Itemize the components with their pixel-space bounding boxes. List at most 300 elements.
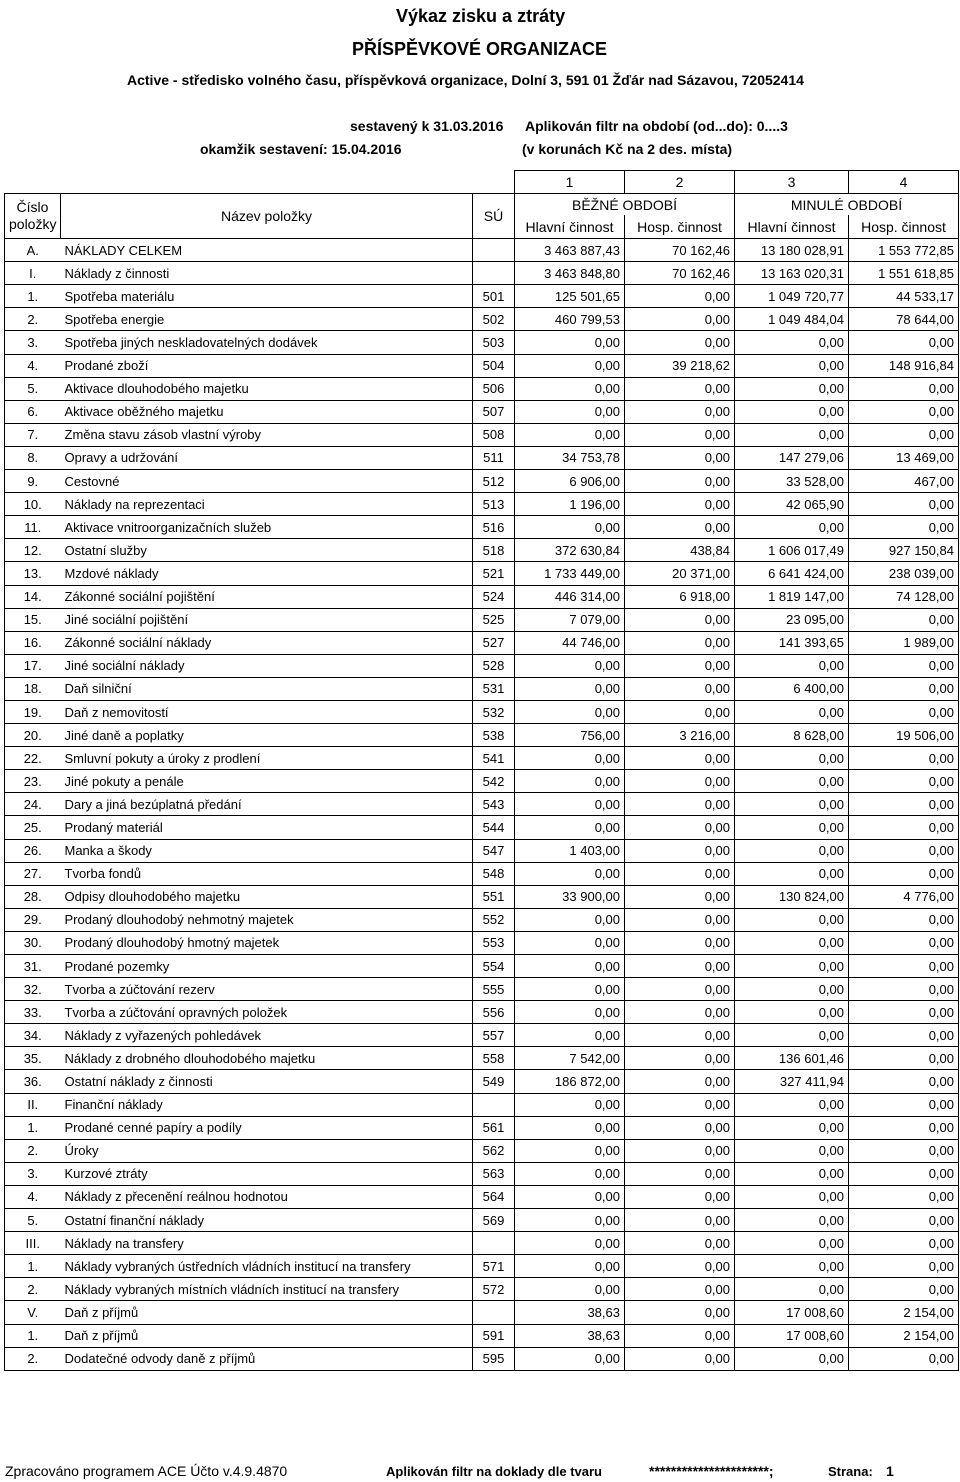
table-row — [5, 608, 959, 631]
row-number: 2. — [5, 1139, 61, 1162]
row-number: V. — [5, 1301, 61, 1324]
row-current-main: 0,00 — [515, 955, 625, 978]
row-previous-main: 17 008,60 — [735, 1301, 849, 1324]
row-name: Jiné sociální pojištění — [61, 608, 473, 631]
row-number: 30. — [5, 931, 61, 954]
row-previous-main: 8 628,00 — [735, 724, 849, 747]
row-su: 556 — [473, 1001, 515, 1024]
row-current-economic: 0,00 — [625, 677, 735, 700]
row-name: Prodaný materiál — [61, 816, 473, 839]
row-previous-economic: 4 776,00 — [849, 885, 959, 908]
row-previous-main: 23 095,00 — [735, 608, 849, 631]
row-current-main: 0,00 — [515, 400, 625, 423]
table-row — [5, 1185, 959, 1208]
footer-filter-note: Aplikován filtr na doklady dle tvaru — [386, 1464, 602, 1479]
row-previous-economic: 0,00 — [849, 793, 959, 816]
table-row — [5, 1001, 959, 1024]
row-current-main: 44 746,00 — [515, 631, 625, 654]
table-row — [5, 955, 959, 978]
row-previous-economic: 0,00 — [849, 1232, 959, 1255]
row-previous-main: 1 049 484,04 — [735, 308, 849, 331]
footer-program: Zpracováno programem ACE Účto v.4.9.4870 — [5, 1463, 288, 1479]
row-number: 4. — [5, 354, 61, 377]
row-previous-economic: 0,00 — [849, 1139, 959, 1162]
footer-filter-mask: **********************; — [649, 1463, 774, 1479]
row-previous-main: 17 008,60 — [735, 1324, 849, 1347]
row-previous-main: 33 528,00 — [735, 470, 849, 493]
row-previous-economic: 0,00 — [849, 608, 959, 631]
row-previous-main: 0,00 — [735, 747, 849, 770]
row-previous-economic: 2 154,00 — [849, 1324, 959, 1347]
row-previous-economic: 0,00 — [849, 955, 959, 978]
row-previous-main: 327 411,94 — [735, 1070, 849, 1093]
row-number: 15. — [5, 608, 61, 631]
row-current-main: 34 753,78 — [515, 446, 625, 469]
header-previous-economic: Hosp. činnost — [849, 215, 959, 239]
row-previous-economic: 0,00 — [849, 331, 959, 354]
row-number: 1. — [5, 1255, 61, 1278]
row-name: Úroky — [61, 1139, 473, 1162]
row-current-main: 38,63 — [515, 1324, 625, 1347]
row-number: 22. — [5, 747, 61, 770]
table-row — [5, 285, 959, 308]
row-number: 5. — [5, 1209, 61, 1232]
col-number-1: 1 — [515, 171, 625, 194]
row-current-main: 0,00 — [515, 747, 625, 770]
row-current-economic: 39 218,62 — [625, 354, 735, 377]
profit-loss-table — [4, 170, 959, 1371]
row-name: Daň z příjmů — [61, 1324, 473, 1347]
row-current-economic: 0,00 — [625, 955, 735, 978]
row-su: 541 — [473, 747, 515, 770]
row-number: 28. — [5, 885, 61, 908]
row-current-main: 186 872,00 — [515, 1070, 625, 1093]
row-number: I. — [5, 262, 61, 285]
row-current-main: 0,00 — [515, 377, 625, 400]
row-previous-main: 42 065,90 — [735, 493, 849, 516]
row-name: Náklady vybraných ústředních vládních institucí na transfery — [61, 1255, 473, 1278]
row-current-main: 0,00 — [515, 677, 625, 700]
row-number: II. — [5, 1093, 61, 1116]
row-current-economic: 0,00 — [625, 747, 735, 770]
row-su: 591 — [473, 1324, 515, 1347]
row-previous-economic: 0,00 — [849, 493, 959, 516]
row-current-main: 0,00 — [515, 978, 625, 1001]
row-number: 3. — [5, 1162, 61, 1185]
row-current-main: 0,00 — [515, 931, 625, 954]
row-su: 558 — [473, 1047, 515, 1070]
row-number: 32. — [5, 978, 61, 1001]
row-number: 2. — [5, 1278, 61, 1301]
row-number: 33. — [5, 1001, 61, 1024]
row-current-main: 7 079,00 — [515, 608, 625, 631]
row-previous-main: 1 049 720,77 — [735, 285, 849, 308]
row-name: Náklady vybraných místních vládních institucí na transfery — [61, 1278, 473, 1301]
row-current-main: 0,00 — [515, 1209, 625, 1232]
table-row — [5, 400, 959, 423]
row-current-main: 6 906,00 — [515, 470, 625, 493]
row-su: 512 — [473, 470, 515, 493]
row-current-economic: 0,00 — [625, 1001, 735, 1024]
row-previous-main: 1 606 017,49 — [735, 539, 849, 562]
row-current-main: 3 463 887,43 — [515, 239, 625, 262]
row-previous-main: 0,00 — [735, 516, 849, 539]
row-current-economic: 0,00 — [625, 770, 735, 793]
row-name: Dodatečné odvody daně z příjmů — [61, 1347, 473, 1370]
row-number: 4. — [5, 1185, 61, 1208]
table-row — [5, 885, 959, 908]
row-previous-main: 0,00 — [735, 1209, 849, 1232]
row-number: 3. — [5, 331, 61, 354]
row-current-main: 3 463 848,80 — [515, 262, 625, 285]
row-current-main: 446 314,00 — [515, 585, 625, 608]
row-su: 551 — [473, 885, 515, 908]
row-number: III. — [5, 1232, 61, 1255]
row-current-economic: 0,00 — [625, 1185, 735, 1208]
row-current-main: 1 403,00 — [515, 839, 625, 862]
row-number: 25. — [5, 816, 61, 839]
row-current-main: 0,00 — [515, 816, 625, 839]
row-current-economic: 0,00 — [625, 1232, 735, 1255]
row-current-economic: 0,00 — [625, 446, 735, 469]
row-previous-main: 141 393,65 — [735, 631, 849, 654]
row-su — [473, 239, 515, 262]
row-su: 538 — [473, 724, 515, 747]
row-number: 24. — [5, 793, 61, 816]
row-previous-main: 0,00 — [735, 331, 849, 354]
row-su: 521 — [473, 562, 515, 585]
row-name: Prodané pozemky — [61, 955, 473, 978]
table-row — [5, 1301, 959, 1324]
row-previous-economic: 1 989,00 — [849, 631, 959, 654]
row-current-main: 0,00 — [515, 862, 625, 885]
row-su: 563 — [473, 1162, 515, 1185]
row-current-main: 125 501,65 — [515, 285, 625, 308]
row-su: 562 — [473, 1139, 515, 1162]
table-row — [5, 770, 959, 793]
row-current-economic: 0,00 — [625, 978, 735, 1001]
table-row — [5, 747, 959, 770]
row-current-economic: 0,00 — [625, 516, 735, 539]
table-row — [5, 978, 959, 1001]
row-current-economic: 6 918,00 — [625, 585, 735, 608]
row-previous-main: 0,00 — [735, 1001, 849, 1024]
table-row — [5, 1024, 959, 1047]
row-su: 507 — [473, 400, 515, 423]
row-previous-economic: 2 154,00 — [849, 1301, 959, 1324]
row-current-economic: 0,00 — [625, 908, 735, 931]
row-previous-main: 147 279,06 — [735, 446, 849, 469]
row-previous-main: 0,00 — [735, 1232, 849, 1255]
col-number-3: 3 — [735, 171, 849, 194]
row-current-economic: 0,00 — [625, 285, 735, 308]
row-current-main: 0,00 — [515, 354, 625, 377]
header-previous-main: Hlavní činnost — [735, 215, 849, 239]
row-su: 542 — [473, 770, 515, 793]
row-previous-economic: 238 039,00 — [849, 562, 959, 585]
row-su: 553 — [473, 931, 515, 954]
row-previous-main: 0,00 — [735, 770, 849, 793]
row-current-main: 0,00 — [515, 1001, 625, 1024]
row-previous-main: 0,00 — [735, 1024, 849, 1047]
row-su: 516 — [473, 516, 515, 539]
row-number: 19. — [5, 700, 61, 723]
row-name: Daň silniční — [61, 677, 473, 700]
row-name: Ostatní služby — [61, 539, 473, 562]
row-previous-economic: 0,00 — [849, 516, 959, 539]
table-row — [5, 262, 959, 285]
row-current-economic: 0,00 — [625, 1255, 735, 1278]
table-row — [5, 354, 959, 377]
row-current-main: 0,00 — [515, 908, 625, 931]
row-name: Smluvní pokuty a úroky z prodlení — [61, 747, 473, 770]
row-su: 554 — [473, 955, 515, 978]
row-name: Náklady na transfery — [61, 1232, 473, 1255]
row-name: Prodané zboží — [61, 354, 473, 377]
row-number: 14. — [5, 585, 61, 608]
row-current-main: 0,00 — [515, 1278, 625, 1301]
row-current-economic: 0,00 — [625, 654, 735, 677]
footer-page-label: Strana: — [828, 1464, 873, 1479]
filter-period: Aplikován filtr na období (od...do): 0....3 — [525, 118, 788, 134]
row-name: Jiné sociální náklady — [61, 654, 473, 677]
row-name: Zákonné sociální pojištění — [61, 585, 473, 608]
row-previous-economic: 0,00 — [849, 931, 959, 954]
row-name: Prodaný dlouhodobý hmotný majetek — [61, 931, 473, 954]
row-number: 17. — [5, 654, 61, 677]
table-row — [5, 1324, 959, 1347]
row-number: A. — [5, 239, 61, 262]
row-name: Daň z nemovitostí — [61, 700, 473, 723]
row-su: 504 — [473, 354, 515, 377]
row-previous-main: 0,00 — [735, 1139, 849, 1162]
header-item-number: Číslo položky — [5, 194, 61, 239]
row-current-economic: 0,00 — [625, 1093, 735, 1116]
row-current-economic: 0,00 — [625, 400, 735, 423]
row-previous-economic: 0,00 — [849, 1162, 959, 1185]
compiled-date: sestavený k 31.03.2016 — [350, 118, 504, 134]
row-previous-main: 0,00 — [735, 1255, 849, 1278]
row-previous-main: 0,00 — [735, 1162, 849, 1185]
row-name: Jiné pokuty a penále — [61, 770, 473, 793]
row-current-main: 1 733 449,00 — [515, 562, 625, 585]
row-current-main: 0,00 — [515, 770, 625, 793]
row-su: 543 — [473, 793, 515, 816]
row-previous-economic: 0,00 — [849, 1070, 959, 1093]
row-current-economic: 0,00 — [625, 308, 735, 331]
row-current-main: 1 196,00 — [515, 493, 625, 516]
row-name: NÁKLADY CELKEM — [61, 239, 473, 262]
row-current-economic: 0,00 — [625, 1024, 735, 1047]
row-su: 549 — [473, 1070, 515, 1093]
table-row — [5, 1093, 959, 1116]
row-name: Náklady z činnosti — [61, 262, 473, 285]
row-current-economic: 0,00 — [625, 839, 735, 862]
row-current-main: 0,00 — [515, 1093, 625, 1116]
row-name: Náklady na reprezentaci — [61, 493, 473, 516]
row-previous-economic: 0,00 — [849, 377, 959, 400]
row-current-economic: 0,00 — [625, 862, 735, 885]
row-previous-economic: 0,00 — [849, 770, 959, 793]
row-current-economic: 20 371,00 — [625, 562, 735, 585]
row-previous-main: 6 641 424,00 — [735, 562, 849, 585]
row-previous-main: 0,00 — [735, 931, 849, 954]
row-previous-economic: 0,00 — [849, 423, 959, 446]
row-number: 1. — [5, 1116, 61, 1139]
row-su: 525 — [473, 608, 515, 631]
row-current-economic: 3 216,00 — [625, 724, 735, 747]
row-number: 5. — [5, 377, 61, 400]
row-current-economic: 0,00 — [625, 1070, 735, 1093]
row-previous-main: 0,00 — [735, 793, 849, 816]
table-row — [5, 308, 959, 331]
row-number: 10. — [5, 493, 61, 516]
row-name: Tvorba fondů — [61, 862, 473, 885]
row-previous-economic: 0,00 — [849, 1209, 959, 1232]
header-current-economic: Hosp. činnost — [625, 215, 735, 239]
table-row — [5, 331, 959, 354]
row-current-economic: 0,00 — [625, 423, 735, 446]
table-row — [5, 1232, 959, 1255]
row-name: Manka a škody — [61, 839, 473, 862]
row-name: Daň z příjmů — [61, 1301, 473, 1324]
row-su: 501 — [473, 285, 515, 308]
row-previous-economic: 0,00 — [849, 1278, 959, 1301]
table-row — [5, 908, 959, 931]
row-previous-economic: 148 916,84 — [849, 354, 959, 377]
row-su: 572 — [473, 1278, 515, 1301]
row-su: 513 — [473, 493, 515, 516]
table-row — [5, 1162, 959, 1185]
row-su: 544 — [473, 816, 515, 839]
row-current-main: 0,00 — [515, 1185, 625, 1208]
moment-compiled: okamžik sestavení: 15.04.2016 — [200, 141, 402, 157]
row-previous-main: 13 163 020,31 — [735, 262, 849, 285]
row-su — [473, 1093, 515, 1116]
row-current-main: 0,00 — [515, 331, 625, 354]
currency-note: (v korunách Kč na 2 des. místa) — [522, 141, 733, 157]
row-previous-economic: 74 128,00 — [849, 585, 959, 608]
row-current-main: 33 900,00 — [515, 885, 625, 908]
row-number: 8. — [5, 446, 61, 469]
row-previous-economic: 19 506,00 — [849, 724, 959, 747]
row-su: 506 — [473, 377, 515, 400]
row-current-economic: 0,00 — [625, 1162, 735, 1185]
table-row — [5, 585, 959, 608]
row-number: 23. — [5, 770, 61, 793]
row-number: 11. — [5, 516, 61, 539]
table-row — [5, 1278, 959, 1301]
row-name: Spotřeba materiálu — [61, 285, 473, 308]
row-current-economic: 0,00 — [625, 700, 735, 723]
row-previous-economic: 0,00 — [849, 654, 959, 677]
row-su: 528 — [473, 654, 515, 677]
row-previous-main: 0,00 — [735, 978, 849, 1001]
row-number: 7. — [5, 423, 61, 446]
table-row — [5, 631, 959, 654]
row-previous-economic: 1 553 772,85 — [849, 239, 959, 262]
row-su: 555 — [473, 978, 515, 1001]
row-previous-economic: 0,00 — [849, 747, 959, 770]
report-title: Výkaz zisku a ztráty — [396, 6, 566, 26]
table-row — [5, 839, 959, 862]
row-name: Tvorba a zúčtování rezerv — [61, 978, 473, 1001]
table-row — [5, 793, 959, 816]
row-current-main: 0,00 — [515, 793, 625, 816]
row-name: Aktivace vnitroorganizačních služeb — [61, 516, 473, 539]
table-row — [5, 700, 959, 723]
table-row — [5, 1116, 959, 1139]
row-current-economic: 0,00 — [625, 1347, 735, 1370]
row-current-economic: 0,00 — [625, 493, 735, 516]
row-name: Dary a jiná bezúplatná předání — [61, 793, 473, 816]
row-su — [473, 1301, 515, 1324]
row-current-economic: 0,00 — [625, 631, 735, 654]
row-su: 502 — [473, 308, 515, 331]
row-number: 2. — [5, 1347, 61, 1370]
table-row — [5, 677, 959, 700]
row-name: Prodaný dlouhodobý nehmotný majetek — [61, 908, 473, 931]
row-previous-economic: 0,00 — [849, 908, 959, 931]
table-row — [5, 239, 959, 262]
row-current-main: 7 542,00 — [515, 1047, 625, 1070]
table-row — [5, 493, 959, 516]
row-current-main: 0,00 — [515, 700, 625, 723]
row-previous-economic: 0,00 — [849, 1255, 959, 1278]
row-su: 532 — [473, 700, 515, 723]
row-previous-economic: 0,00 — [849, 862, 959, 885]
table-row — [5, 539, 959, 562]
table-row — [5, 470, 959, 493]
row-previous-main: 0,00 — [735, 700, 849, 723]
table-row — [5, 1139, 959, 1162]
row-su — [473, 1232, 515, 1255]
table-row — [5, 1347, 959, 1370]
header-previous-period: MINULÉ OBDOBÍ — [735, 194, 959, 215]
row-current-economic: 0,00 — [625, 1139, 735, 1162]
row-su: 518 — [473, 539, 515, 562]
row-su: 511 — [473, 446, 515, 469]
row-previous-main: 0,00 — [735, 1185, 849, 1208]
row-name: Aktivace dlouhodobého majetku — [61, 377, 473, 400]
row-previous-economic: 467,00 — [849, 470, 959, 493]
row-su: 508 — [473, 423, 515, 446]
row-name: Cestovné — [61, 470, 473, 493]
row-current-main: 0,00 — [515, 1162, 625, 1185]
row-previous-economic: 0,00 — [849, 978, 959, 1001]
row-previous-economic: 0,00 — [849, 1024, 959, 1047]
row-name: Kurzové ztráty — [61, 1162, 473, 1185]
row-su: 548 — [473, 862, 515, 885]
row-su: 557 — [473, 1024, 515, 1047]
row-current-main: 0,00 — [515, 1139, 625, 1162]
row-previous-economic: 0,00 — [849, 1093, 959, 1116]
row-current-main: 0,00 — [515, 516, 625, 539]
header-current-period: BĚŽNÉ OBDOBÍ — [515, 194, 735, 215]
row-number: 18. — [5, 677, 61, 700]
row-previous-economic: 13 469,00 — [849, 446, 959, 469]
table-row — [5, 1255, 959, 1278]
row-previous-main: 0,00 — [735, 423, 849, 446]
row-previous-economic: 0,00 — [849, 816, 959, 839]
footer-page-number: 1 — [886, 1463, 894, 1479]
row-current-economic: 0,00 — [625, 1047, 735, 1070]
row-previous-economic: 0,00 — [849, 400, 959, 423]
row-number: 6. — [5, 400, 61, 423]
row-current-main: 460 799,53 — [515, 308, 625, 331]
row-current-economic: 0,00 — [625, 608, 735, 631]
row-number: 2. — [5, 308, 61, 331]
